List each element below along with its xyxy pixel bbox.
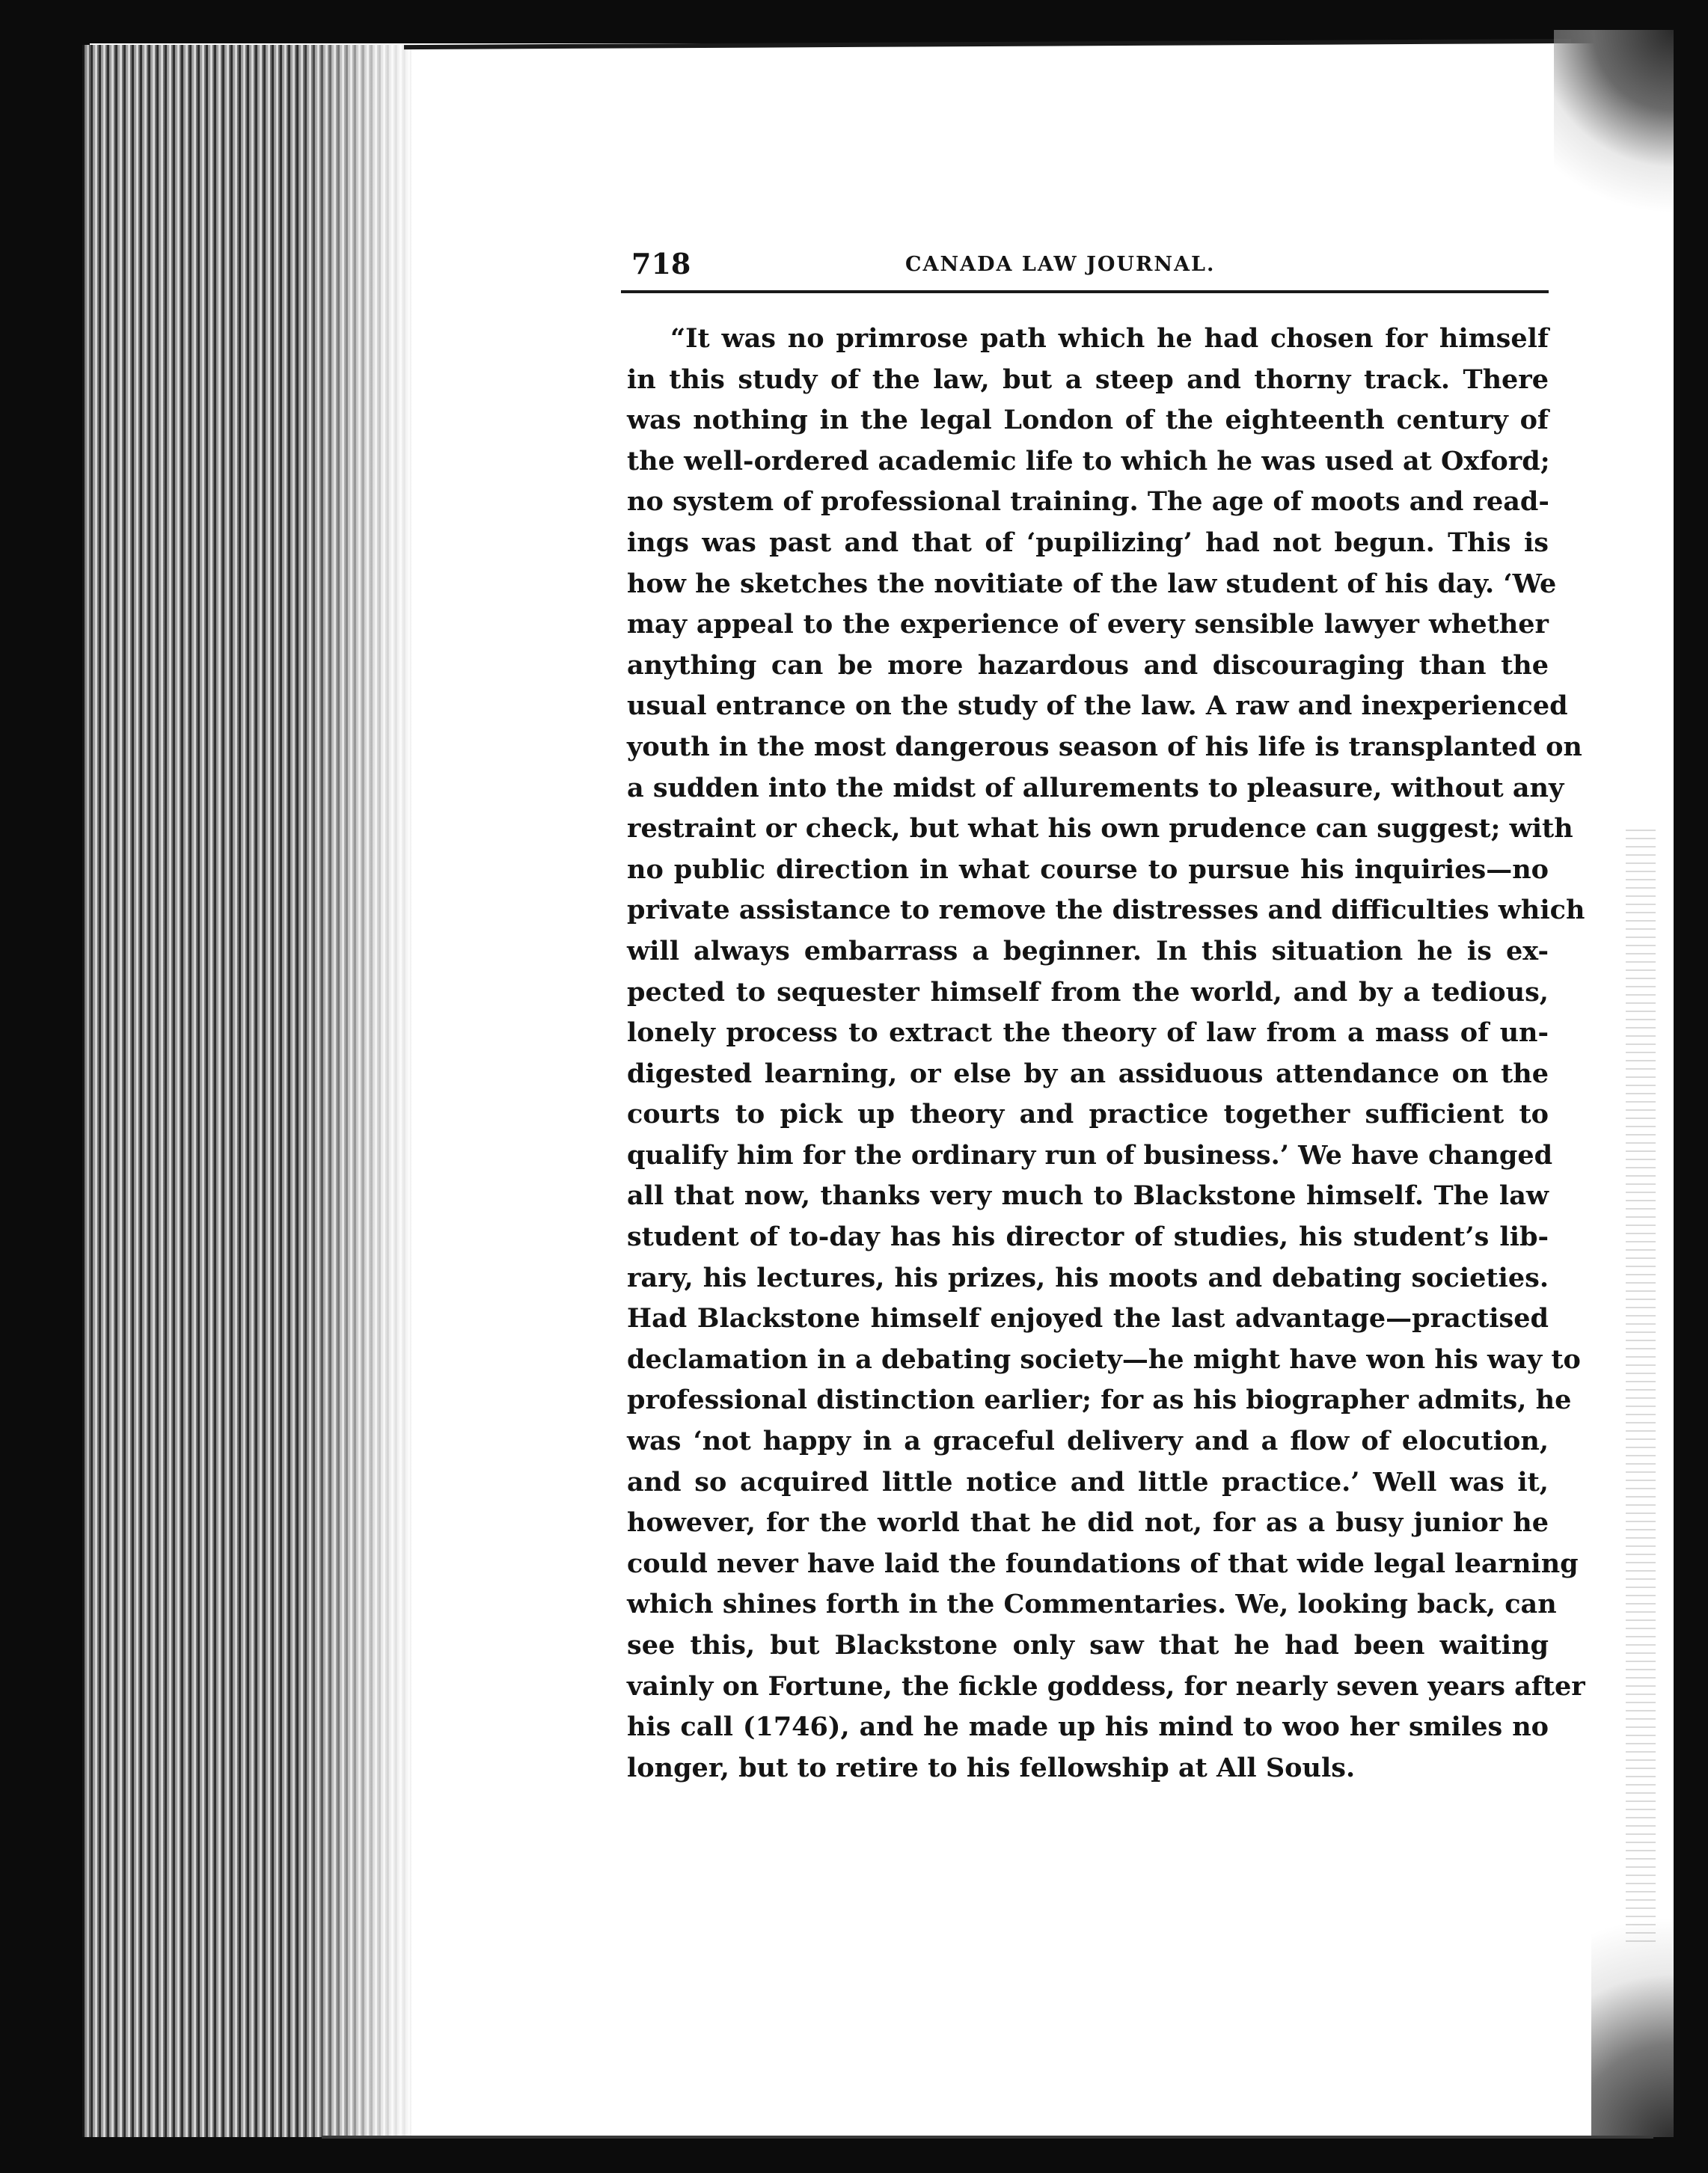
- text-line: was ‘not happy in a graceful delivery and a flow of elocution,: [627, 1426, 1549, 1457]
- text-line: Had Blackstone himself enjoyed the last advantage—practised: [627, 1303, 1549, 1334]
- scan-border-right: [1674, 0, 1708, 2173]
- text-line: could never have laid the foundations of that wide legal learning: [627, 1548, 1579, 1579]
- page-edge-fade: [299, 45, 434, 2139]
- scan-border-bottom: [82, 2137, 1708, 2173]
- text-line: courts to pick up theory and practice together sufficient to: [627, 1099, 1549, 1130]
- text-line: was nothing in the legal London of the eighteenth century of: [627, 405, 1549, 436]
- text-line: professional distinction earlier; for as his biographer admits, he: [627, 1385, 1572, 1416]
- journal-title: CANADA LAW JOURNAL.: [905, 253, 1216, 276]
- text-line: declamation in a debating society—he might have won his way to: [627, 1343, 1581, 1375]
- text-line: his call (1746), and he made up his mind to woo her smiles no: [627, 1711, 1549, 1743]
- text-line: however, for the world that he did not, for as a busy junior he: [627, 1507, 1549, 1539]
- text-line: lonely process to extract the theory of law from a mass of un-: [627, 1017, 1549, 1049]
- body-paragraph: [621, 319, 1585, 1789]
- running-head: [621, 238, 1549, 293]
- text-line: all that now, thanks very much to Blackstone himself. The law: [627, 1180, 1549, 1212]
- text-line: longer, but to retire to his fellowship at All Souls.: [627, 1752, 1356, 1783]
- text-line: which shines forth in the Commentaries. We, looking back, can: [627, 1589, 1557, 1620]
- scan-border-top: [82, 0, 1708, 43]
- text-line: see this, but Blackstone only saw that he had been waiting: [627, 1630, 1549, 1661]
- text-line: no public direction in what course to pursue his inquiries—no: [627, 853, 1549, 885]
- text-line: youth in the most dangerous season of his life is transplanted on: [627, 731, 1582, 762]
- text-line: will always embarrass a beginner. In this situation he is ex-: [627, 935, 1549, 966]
- text-line: restraint or check, but what his own prudence can suggest; with: [627, 813, 1573, 845]
- text-line: pected to sequester himself from the world, and by a tedious,: [627, 976, 1549, 1008]
- page-number: 718: [631, 247, 691, 281]
- text-line: a sudden into the midst of allurements to pleasure, without any: [627, 772, 1564, 803]
- text-line: vainly on Fortune, the fickle goddess, for nearly seven years after: [627, 1670, 1585, 1702]
- text-line: rary, his lectures, his prizes, his moots and debating societies.: [627, 1262, 1549, 1293]
- text-line: how he sketches the novitiate of the law student of his day. ‘We: [627, 568, 1557, 599]
- page-corner-top-right: [1554, 30, 1674, 224]
- scan-border-left: [0, 0, 90, 2173]
- text-line: usual entrance on the study of the law. A raw and inexperienced: [627, 690, 1568, 722]
- text-line: private assistance to remove the distresses and difficulties which: [627, 895, 1585, 926]
- text-line: digested learning, or else by an assiduous attendance on the: [627, 1058, 1549, 1089]
- text-line: in this study of the law, but a steep and thorny track. There: [627, 364, 1549, 395]
- text-line: and so acquired little notice and little practice.’ Well was it,: [627, 1466, 1549, 1498]
- text-line: no system of professional training. The age of moots and read-: [627, 486, 1549, 518]
- text-line: the well-ordered academic life to which he was used at Oxford;: [627, 445, 1550, 476]
- text-line: anything can be more hazardous and discouraging than the: [627, 649, 1549, 681]
- page-edge-speckle: [1626, 823, 1656, 1945]
- text-line: may appeal to the experience of every sensible lawyer whether: [627, 609, 1549, 640]
- page-bottom-edge-line: [322, 2136, 1653, 2139]
- journal-page: [621, 238, 1585, 1789]
- text-line: ings was past and that of ‘pupilizing’ had not begun. This is: [627, 527, 1549, 558]
- text-line: qualify him for the ordinary run of business.’ We have changed: [627, 1139, 1553, 1171]
- text-line: student of to-day has his director of studies, his student’s lib-: [627, 1222, 1549, 1253]
- text-line: “It was no primrose path which he had chosen for himself: [670, 323, 1549, 354]
